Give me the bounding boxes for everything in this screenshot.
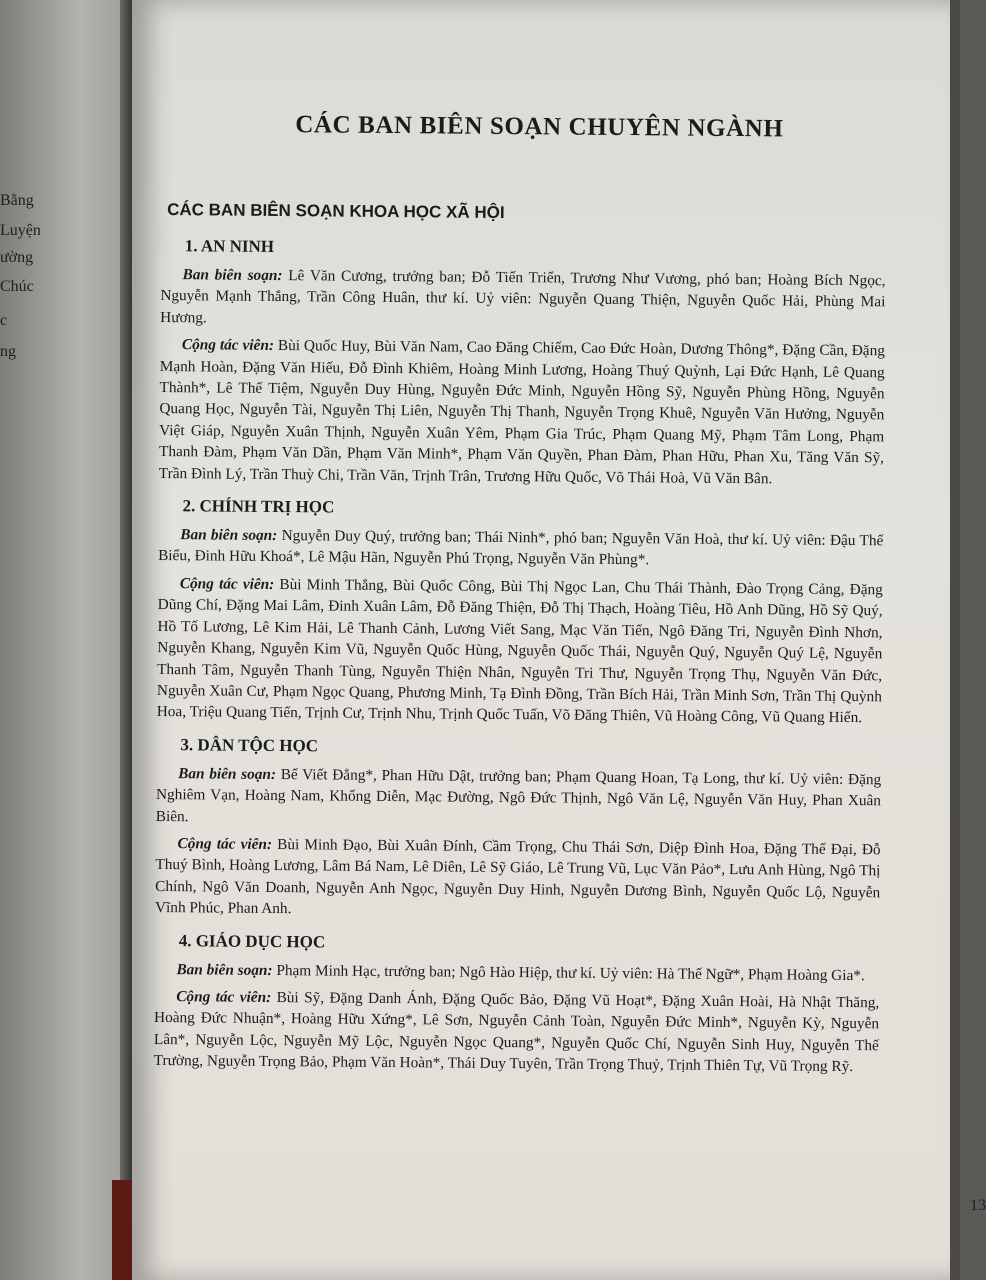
editorial-board bbox=[158, 524, 883, 573]
facing-page-text: c bbox=[0, 312, 8, 329]
entry-text: Bế Viết Đẳng*, Phan Hữu Dật, bbox=[275, 765, 480, 785]
background-edge bbox=[950, 0, 960, 1280]
facing-page bbox=[0, 0, 135, 1280]
entry-label: Ban biên soạn: bbox=[180, 526, 278, 545]
entry-text: Ngô Hào Hiệp, bbox=[455, 963, 557, 982]
entry-text: phó ban; bbox=[553, 529, 608, 547]
entry-text: trưởng ban; bbox=[479, 767, 552, 786]
entry-text: trưởng ban; bbox=[399, 528, 472, 546]
facing-page-text: Luyện bbox=[0, 222, 41, 239]
contributors bbox=[155, 833, 881, 925]
entry-text: phó ban; bbox=[706, 270, 762, 289]
book-cover-edge bbox=[112, 1180, 134, 1280]
entry-text: Phạm Quang Hoan, Tạ Long, bbox=[551, 768, 745, 787]
subsection bbox=[154, 931, 880, 1078]
facing-page-text: ng bbox=[0, 343, 16, 360]
entry-text: thư kí. Uỷ viên: bbox=[556, 964, 653, 982]
entry-text: Đỗ Tiến Triển, Trương Như Vương, bbox=[465, 268, 707, 288]
contributors bbox=[159, 334, 885, 490]
entry-text: thư kí. Uỷ viên: bbox=[425, 289, 532, 308]
editorial-board bbox=[156, 763, 882, 834]
entry-text: Hà Thế Ngữ*, Phạm Hoàng Gia*. bbox=[652, 964, 865, 984]
page-content bbox=[154, 110, 887, 1078]
entry-label: Cộng tác viên: bbox=[179, 575, 275, 593]
section-heading: CÁC BAN BIÊN SOẠN KHOA HỌC XÃ HỘI bbox=[167, 200, 505, 222]
page-title: CÁC BAN BIÊN SOẠN CHUYÊN NGÀNH bbox=[295, 111, 784, 143]
entry-text: Bùi Quốc Huy, Bùi Văn Nam, Cao Đăng Chiếm, Cao Đức Hoàn, Dương Thông*, Đặng Cần, Đặng Mạnh Hoàn, Đặng Văn Hiếu, Đỗ Đình Khiêm, Hoàng Minh Lương, Hoàng Thuý Quỳnh, Lại Đức Hạnh, Lê Quang Thành*, Lê Thế Tiệm, Nguyễn Duy Hùng, Nguyễn Đức Minh, Nguyễn Hồng Sỹ, Nguyễn Phùng Hồng, Nguyễn Quang Học, Nguyễn Tài, Nguyễn Thị Liên, Nguyễn Thị Thanh, Nguyễn Trọng Khuê, Nguyễn Văn Hưởng, Nguyễn Việt Giáp, Nguyễn Xuân Thịnh, Nguyễn Xuân Yêm, Phạm Gia Trúc, Phạm Quang Mỹ, Phạm Tâm Long, Phạm Thanh Đàm, Phạm Văn Dần, Phạm Văn Minh*, Phạm Văn Quyền, Phan Đàm, Phan Hữu, Phan Xu, Tăng Văn Sỹ, Trần Đình Lý, Trần Thuỳ Chi, Trần Văn, Trịnh Trân, Trương Hữu Quốc, Võ Thái Hoà, Vũ Văn Bân. bbox=[158, 337, 885, 487]
entry-text: trưởng ban; bbox=[392, 268, 466, 286]
facing-page-text: Bằng bbox=[0, 192, 34, 209]
entry-text: Nguyễn Duy Quý, bbox=[277, 527, 400, 546]
entry-text: Hoàng Bích Ngọc, Nguyễn Mạnh Thắng, Trần Công Huân, bbox=[160, 271, 886, 307]
subsection bbox=[159, 236, 886, 490]
entry-text: thư kí. Uỷ viên: bbox=[743, 769, 844, 788]
entry-text: trưởng ban; bbox=[384, 962, 456, 981]
entry-text: Lê Văn Cương, bbox=[282, 267, 393, 286]
entry-label: Cộng tác viên: bbox=[177, 835, 273, 853]
facing-page-text: ường bbox=[0, 249, 34, 266]
editorial-board bbox=[160, 264, 886, 335]
entry-text: thư kí. Uỷ viên: bbox=[727, 531, 826, 549]
editorial-board bbox=[154, 959, 879, 987]
contributors bbox=[154, 986, 880, 1078]
entry-text: Bùi Minh Đạo, Bùi Xuân Đính, Cầm Trọng, Chu Thái Sơn, Diệp Đình Hoa, Đặng Thế Đại, Đỗ Thuý Bình, Hoàng Lương, Lâm Bá Nam, Lê Diên, Lê Sỹ Giáo, Lê Trung Vũ, Lục Văn Pảo*, Lưu Anh Hùng, Ngô Thị Chính, Ngô Văn Doanh, Nguyễn Anh Ngọc, Nguyễn Duy Hinh, Nguyễn Dương Bình, Nguyễn Quốc Lộ, Nguyễn Vĩnh Phúc, Phan Anh. bbox=[154, 835, 881, 918]
entry-label: Cộng tác viên: bbox=[176, 988, 272, 1006]
entry-label: Ban biên soạn: bbox=[182, 266, 283, 285]
entry-text: Bùi Minh Thắng, Bùi Quốc Công, Bùi Thị Ngọc Lan, Chu Thái Thành, Đào Trọng Cảng, Đặng Dũng Chí, Đặng Mai Lâm, Đinh Xuân Lâm, Đỗ Đăng Thiện, Đỗ Thị Thạch, Hoàng Tiêu, Hồ Anh Dũng, Hồ Sỹ Quý, Hồ Tố Lương, Lê Kim Hải, Lê Thanh Cảnh, Lương Viết Sang, Mạc Văn Tiến, Ngô Đăng Tri, Nguyễn Đình Nhơn, Nguyễn Khang, Nguyễn Kim Vũ, Nguyễn Quốc Hùng, Nguyễn Quốc Thái, Nguyễn Quý, Nguyễn Quý Lệ, Nguyễn Thanh Tâm, Nguyễn Thanh Tùng, Nguyễn Thiện Nhân, Nguyễn Tri Thư, Nguyễn Trọng Thụ, Nguyễn Văn Đức, Nguyễn Xuân Cư, Phạm Ngọc Quang, Phương Minh, Tạ Đình Đồng, Trần Bích Hải, Trần Minh Sơn, Trần Thị Quỳnh Hoa, Triệu Quang Tiến, Trịnh Cư, Trịnh Nhu, Trịnh Quốc Tuấn, Võ Đăng Thiên, Vũ Hoàng Công, Vũ Quang Hiển. bbox=[156, 575, 883, 727]
entry-label: Ban biên soạn: bbox=[178, 764, 277, 783]
page-number: 13 bbox=[970, 1197, 986, 1214]
subsection-heading: 1. AN NINH bbox=[184, 236, 275, 256]
entry-text: Phạm Minh Hạc, bbox=[272, 961, 385, 980]
subsection bbox=[157, 496, 884, 729]
subsection-heading: 3. DÂN TỘC HỌC bbox=[180, 734, 319, 756]
entry-text: Đặng Nghiêm Vạn, Hoàng Nam, Khổng Diễn, Mạc Đường, Ngô Đức Thịnh, Ngô Văn Lệ, Nguyễn Văn Huy, Phan Xuân Biên. bbox=[155, 770, 882, 825]
subsection bbox=[155, 735, 882, 925]
contributors bbox=[157, 573, 883, 729]
facing-page-text: Chúc bbox=[0, 278, 34, 295]
entry-text: Nguyễn Quang Thiện, Nguyễn Quốc Hải, Phùng Mai Hương. bbox=[160, 290, 886, 327]
subsection-heading: 4. GIÁO DỤC HỌC bbox=[178, 930, 326, 952]
entry-text: Nguyễn Văn Hoà, bbox=[607, 529, 728, 549]
entry-label: Ban biên soạn: bbox=[176, 960, 273, 979]
entry-text: Bùi Sỹ, Đặng Danh Ánh, Đặng Quốc Bảo, Đặng Vũ Hoạt*, Đặng Xuân Hoài, Hà Nhật Thăng, Hoàng Đức Nhuận*, Hoàng Hữu Xứng*, Lê Sơn, Nguyễn Cảnh Toàn, Nguyễn Đức Minh*, Nguyễn Kỳ, Nguyễn Lân*, Nguyễn Lộc, Nguyễn Mỹ Lộc, Nguyễn Ngọc Quang*, Nguyễn Quốc Chí, Nguyễn Sinh Huy, Nguyễn Thế Trường, Nguyễn Trọng Bảo, Phạm Văn Hoàn*, Thái Duy Tuyên, Trần Trọng Thuỷ, Trịnh Thiên Tự, Vũ Trọng Rỹ. bbox=[153, 988, 880, 1076]
entry-text: Thái Ninh*, bbox=[471, 528, 554, 547]
entry-text: Đậu Thế Biểu, Đinh Hữu Khoá*, Lê Mậu Hãn, Nguyễn Phú Trọng, Nguyễn Văn Phùng*. bbox=[158, 531, 884, 569]
entry-label: Cộng tác viên: bbox=[181, 336, 275, 355]
subsection-heading: 2. CHÍNH TRỊ HỌC bbox=[182, 496, 335, 517]
book-page bbox=[132, 0, 986, 1280]
